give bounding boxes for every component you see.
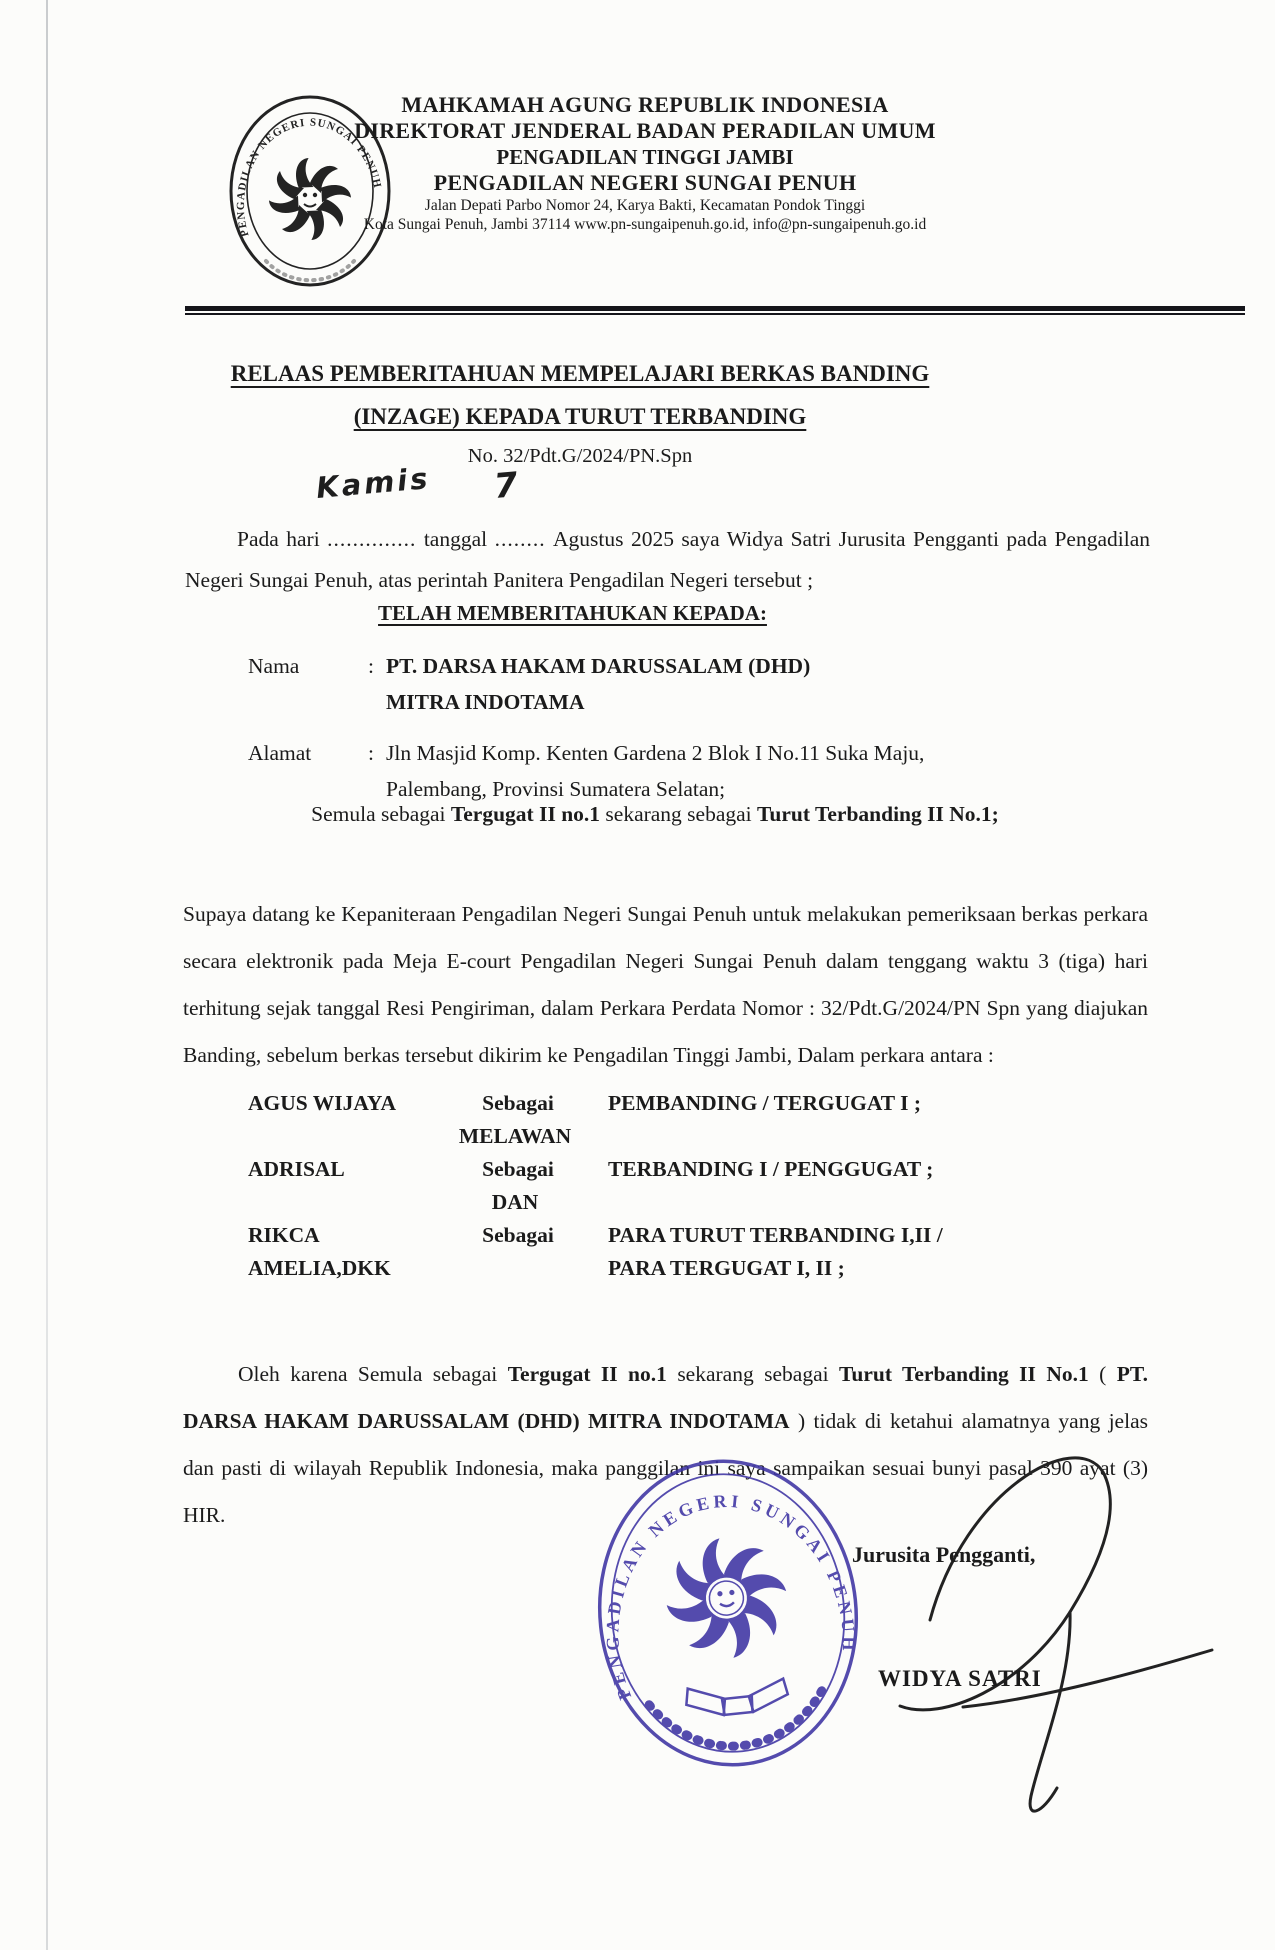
party-as-label: Sebagai — [482, 1157, 554, 1181]
closing-company-name: PT. DARSA HAKAM DARUSSALAM (DHD) MITRA INDOTAMA — [183, 1361, 1148, 1433]
opening-mid: tanggal — [423, 526, 488, 551]
handwritten-date: 7 — [492, 465, 520, 507]
status-new-role: Turut Terbanding II No.1; — [757, 802, 999, 826]
letterhead-line-4: PENGADILAN NEGERI SUNGAI PENUH — [433, 170, 857, 195]
letterhead — [320, 92, 970, 234]
closing-tail: ) tidak di ketahui alamatnya yang jelas dan pasti di wilayah Republik Indonesia, maka panggilan ini saya sampaikan sesuai bunyi pasal 390 ayat (3) HIR. — [183, 1408, 1148, 1527]
title-line-1: RELAAS PEMBERITAHUAN MEMPELAJARI BERKAS BANDING — [230, 361, 930, 386]
name-row — [248, 648, 886, 720]
status-old-role: Tergugat II no.1 — [450, 802, 601, 826]
closing-old-role: Tergugat II no.1 — [507, 1361, 667, 1386]
letterhead-line-3: PENGADILAN TINGGI JAMBI — [496, 145, 794, 169]
opening-paragraph — [185, 519, 1150, 601]
letterhead-address-1: Jalan Depati Parbo Nomor 24, Karya Bakti, Kecamatan Pondok Tinggi — [424, 197, 866, 214]
address-row — [248, 735, 956, 807]
day-dotted-blank: .............. — [327, 526, 417, 551]
status-pre: Semula sebagai — [311, 802, 451, 826]
party-role: TERBANDING I / PENGGUGAT ; — [608, 1157, 934, 1181]
handwritten-day: Kamis — [314, 461, 432, 505]
status-mid: sekarang sebagai — [600, 802, 758, 826]
closing-mid2: ( — [1088, 1361, 1117, 1386]
parties-list — [248, 1087, 978, 1285]
connector-dan: DAN — [491, 1190, 539, 1214]
party-role: PEMBANDING / TERGUGAT I ; — [608, 1091, 921, 1115]
signature-ink — [770, 1420, 1240, 1840]
name-value: PT. DARSA HAKAM DARUSSALAM (DHD) MITRA INDOTAMA — [386, 654, 811, 714]
connector-melawan: MELAWAN — [458, 1124, 572, 1148]
seal-text: PENGADILAN NEGERI SUNGAI PENUH — [234, 116, 384, 238]
signatory-title: Jurusita Pengganti, — [852, 1542, 1036, 1567]
party-row-appellee — [248, 1153, 978, 1186]
letterhead-line-1: MAHKAMAH AGUNG REPUBLIK INDONESIA — [401, 92, 889, 117]
address-value: Jln Masjid Komp. Kenten Gardena 2 Blok I No.11 Suka Maju, Palembang, Provinsi Sumatera Selatan; — [386, 741, 925, 801]
notified-heading: TELAH MEMBERITAHUKAN KEPADA: — [378, 601, 767, 625]
name-label: Nama — [248, 654, 300, 678]
document-title — [175, 352, 985, 474]
signatory-name: WIDYA SATRI — [878, 1666, 1042, 1691]
title-line-2: (INZAGE) KEPADA TURUT TERBANDING — [353, 404, 807, 429]
letterhead-divider — [185, 306, 1245, 315]
letterhead-address-2: Kota Sungai Penuh, Jambi 37114 www.pn-sungaipenuh.go.id, info@pn-sungaipenuh.go.id — [363, 216, 927, 233]
address-separator: : — [368, 741, 374, 765]
address-label: Alamat — [248, 741, 312, 765]
party-row-co-appellees — [248, 1219, 978, 1285]
party-as-label: Sebagai — [482, 1091, 554, 1115]
case-number: No. 32/Pdt.G/2024/PN.Spn — [467, 445, 693, 467]
scan-edge-artifact — [46, 0, 48, 1950]
letterhead-line-2: DIREKTORAT JENDERAL BADAN PERADILAN UMUM — [354, 118, 936, 143]
party-status-line — [185, 802, 1125, 827]
party-as-label: Sebagai — [482, 1223, 554, 1247]
stamp-text: PENGADILAN NEGERI SUNGAI PENUH — [602, 1490, 860, 1703]
body-paragraph: Supaya datang ke Kepaniteraan Pengadilan Negeri Sungai Penuh untuk melakukan pemeriksaan berkas perkara secara elektronik pada Meja E-court Pengadilan Negeri Sungai Penuh dalam tenggang waktu 3 (tiga) hari terhitung sejak tanggal Resi Pengiriman, dalam Perkara Perdata Nomor : 32/Pdt.G/2024/PN Spn yang diajukan Banding, sebelum berkas tersebut dikirim ke Pengadilan Tinggi Jambi, Dalam perkara antara : — [183, 901, 1148, 1067]
party-name: ADRISAL — [248, 1157, 345, 1181]
opening-tail: Agustus 2025 saya Widya Satri Jurusita Pengganti pada Pengadilan Negeri Sungai Penuh, atas perintah Panitera Pengadilan Negeri tersebut ; — [185, 526, 1150, 592]
closing-new-role: Turut Terbanding II No.1 — [839, 1361, 1089, 1386]
date-dotted-blank: ........ — [494, 526, 546, 551]
closing-mid1: sekarang sebagai — [666, 1361, 840, 1386]
opening-lead: Pada hari — [237, 526, 320, 551]
party-row-appellant — [248, 1087, 978, 1120]
name-separator: : — [368, 654, 374, 678]
party-role: PARA TURUT TERBANDING I,II / PARA TERGUGAT I, II ; — [608, 1223, 943, 1280]
closing-pre: Oleh karena Semula sebagai — [238, 1361, 508, 1386]
party-name: RIKCA AMELIA,DKK — [248, 1223, 391, 1280]
party-name: AGUS WIJAYA — [248, 1091, 396, 1115]
